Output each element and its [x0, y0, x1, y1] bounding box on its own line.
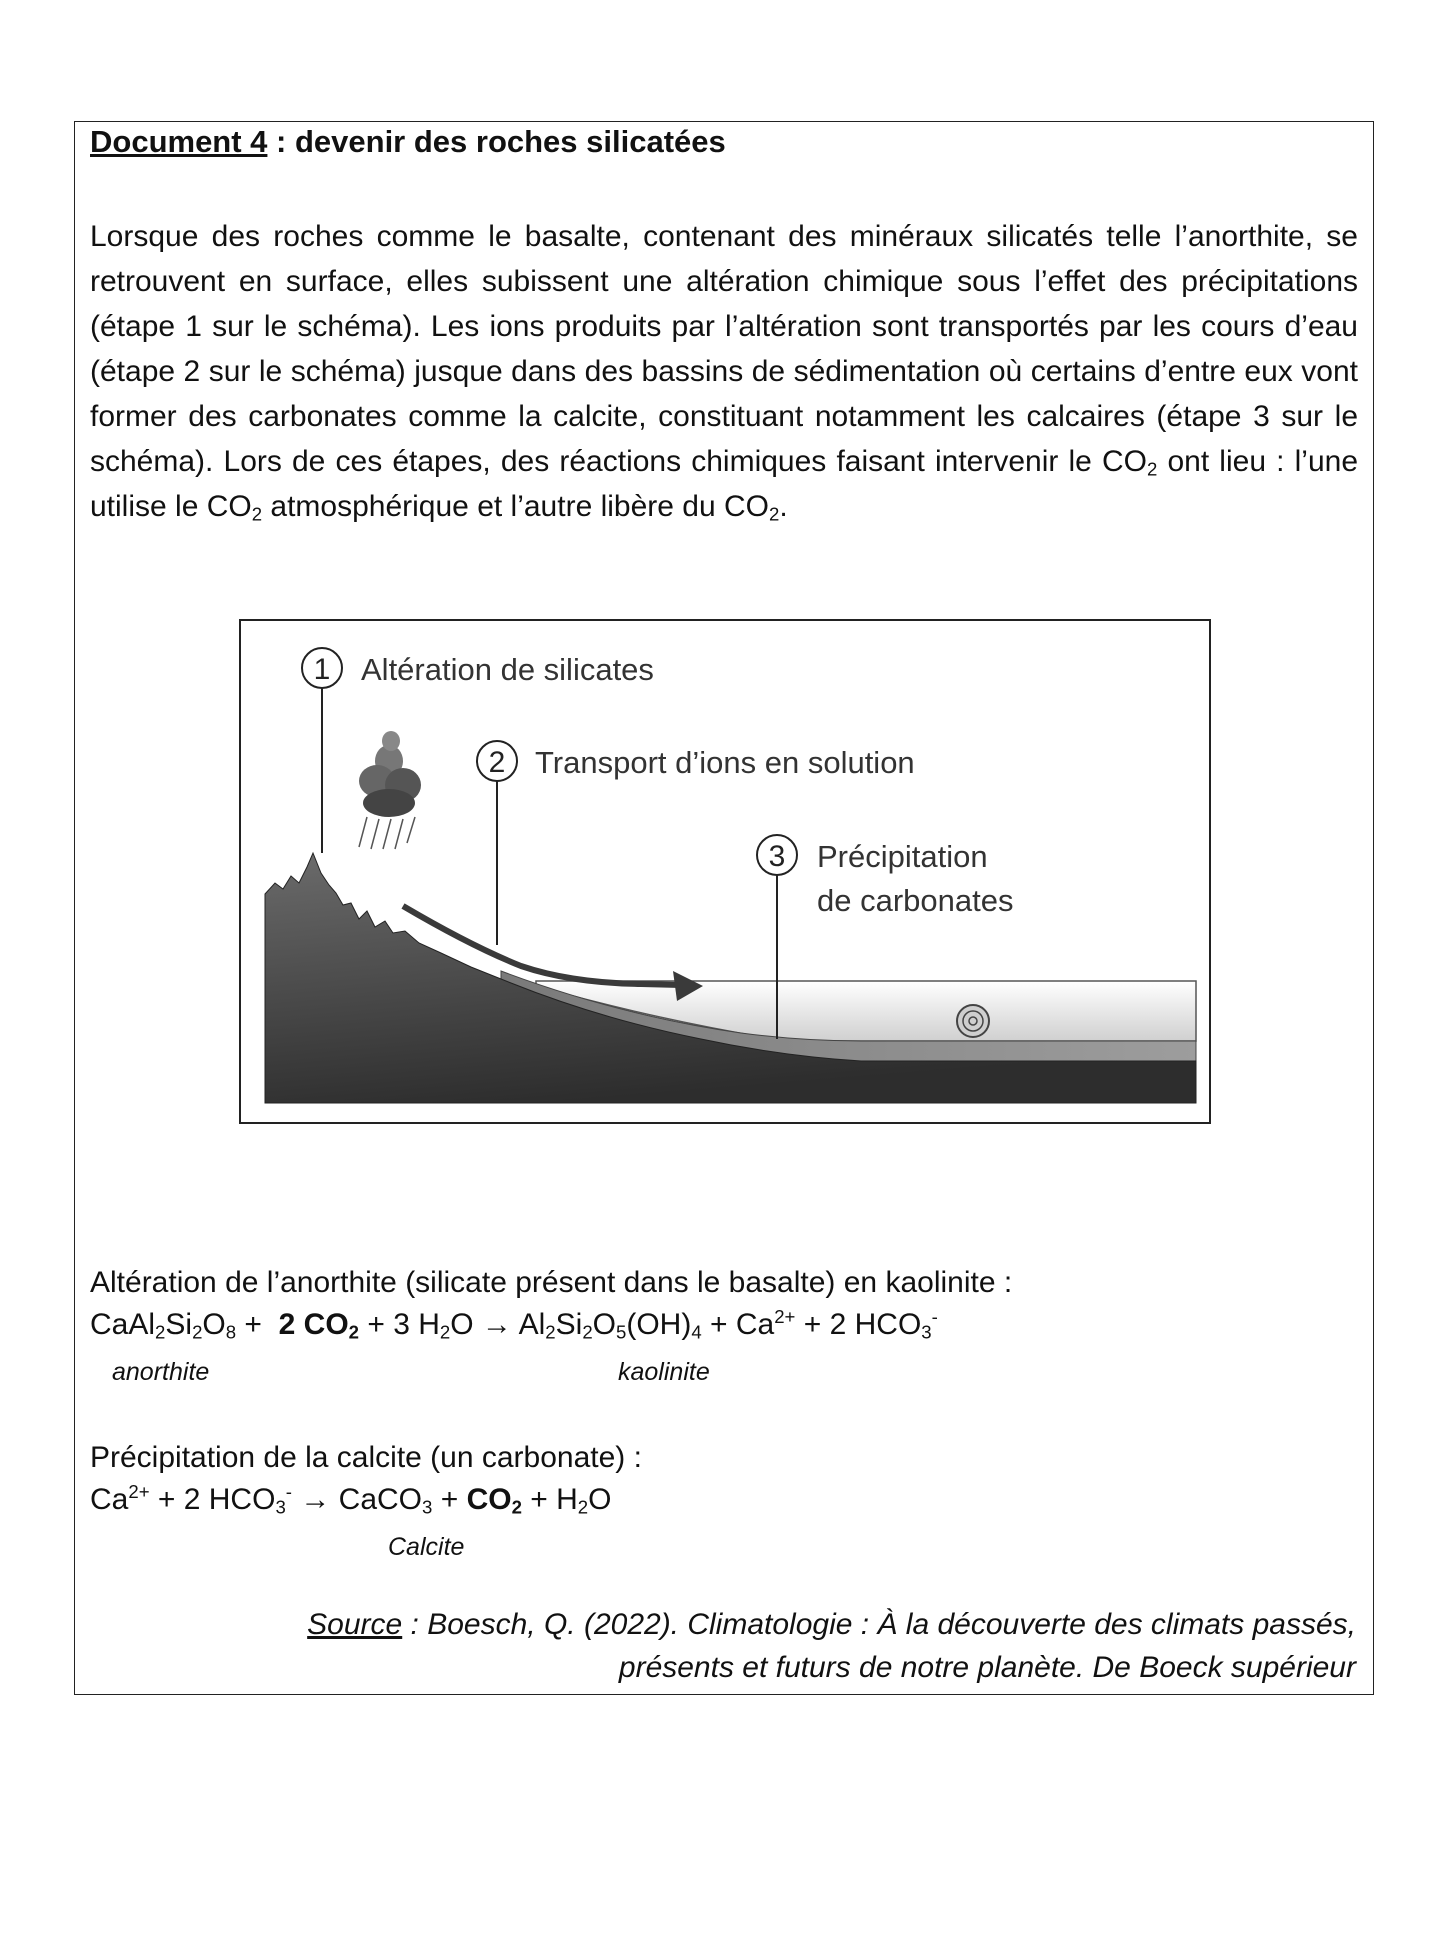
source-line1: : Boesch, Q. (2022). Climatologie : À la découverte des climats passés,	[402, 1608, 1356, 1641]
co2-bold-term: 2 $CO_2$	[278, 1308, 360, 1343]
co2-subscript: 2	[1146, 458, 1158, 480]
step1-number: 1	[313, 653, 331, 686]
equation2-formula: $Ca^{2+} + 2$ $HCO_3^-$ → CaCO$_3$ + $CO_2 + H_2O$	[90, 1480, 612, 1518]
equation1-block	[90, 1262, 1012, 1346]
mountain-basalt	[265, 853, 1196, 1103]
anorthite-label: anorthite	[112, 1358, 210, 1386]
paragraph-text-3: atmosphérique et l’autre libère du CO	[262, 490, 770, 523]
step2-label: Transport d’ions en solution	[535, 745, 915, 780]
step2-number: 2	[488, 746, 506, 779]
source-label: Source	[307, 1608, 403, 1641]
document-title	[90, 124, 726, 160]
diagram-svg	[241, 621, 1209, 1122]
equation2-heading: Précipitation de la calcite (un carbonate) :	[90, 1441, 642, 1474]
silicate-cycle-diagram	[239, 619, 1211, 1124]
paragraph-text-1: Lorsque des roches comme le basalte, contenant des minéraux silicatés telle l’anorthite, se retrouvent en surface, elles subissent une altération chimique sous l’effet des précipitations (étape 1 sur le schéma). Les ions produits par l’altération sont transportés par les cours d’eau (étape 2 sur le schéma) jusque dans des bassins de sédimentation où certains d’entre eux vont former des carbonates comme la calcite, constituant notamment les calcaires (étape 3 sur le schéma). Lors de ces étapes, des réactions chimiques faisant intervenir le CO	[90, 220, 1358, 478]
step1-label: Altération de silicates	[361, 652, 654, 687]
co2-subscript: 2	[769, 503, 780, 525]
source-line2: présents et futurs de notre planète. De Boeck supérieur	[618, 1651, 1356, 1684]
ammonite-fossil-icon	[957, 1005, 989, 1037]
step3-number: 3	[768, 840, 786, 873]
doc-label: Document 4	[90, 124, 268, 159]
co2-subscript: 2	[251, 503, 263, 525]
rain-cloud-icon	[359, 731, 421, 849]
paragraph-text-2: ont lieu : l’une utilise le CO	[90, 445, 1358, 523]
equation2-block	[90, 1437, 642, 1521]
equation1-formula: $CaAl_2Si_2O_8 + 2$ $CO_2 + 3$ $H_2O \to Al_2Si_2O_5(OH)_4 + Ca^{2+} + 2$ $HCO_3^-$	[90, 1305, 938, 1343]
calcite-label: Calcite	[388, 1533, 465, 1561]
intro-paragraph	[90, 214, 1358, 529]
step3-label-line2: de carbonates	[817, 883, 1014, 918]
step3-label-line1: Précipitation	[817, 839, 988, 874]
co2-bold-term: $CO_2$	[466, 1483, 522, 1518]
source-citation	[156, 1603, 1356, 1689]
equation1-heading: Altération de l’anorthite (silicate présent dans le basalte) en kaolinite :	[90, 1266, 1013, 1299]
paragraph-text-4: .	[779, 490, 788, 523]
kaolinite-label: kaolinite	[618, 1358, 710, 1386]
doc-title-text: : devenir des roches silicatées	[267, 124, 726, 159]
